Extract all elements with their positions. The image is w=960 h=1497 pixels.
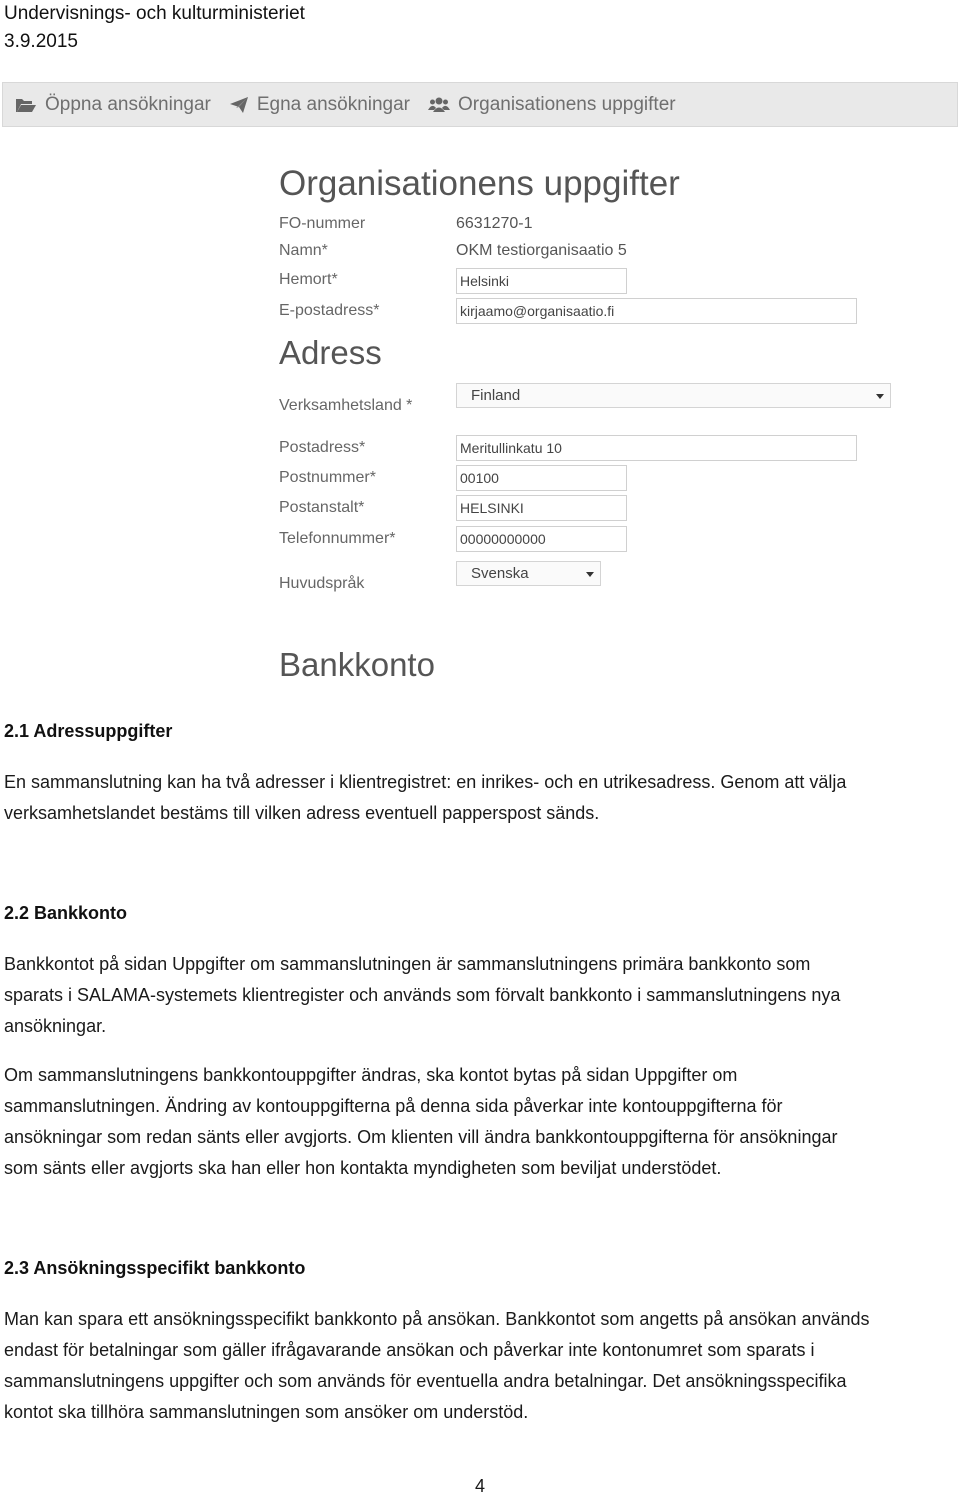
postadress-input[interactable]: Meritullinkatu 10	[456, 435, 857, 461]
nav-item-label: Egna ansökningar	[256, 93, 411, 115]
name-label: Namn*	[279, 242, 328, 259]
page-title: Organisationens uppgifter	[279, 164, 680, 203]
fo-number-value: 6631270-1	[456, 215, 533, 232]
chevron-down-icon	[876, 394, 884, 399]
section-title-2-1: 2.1 Adressuppgifter	[4, 721, 173, 741]
text-line: sammanslutningens uppgifter och som används för eventuella andra betalningar. Det ansökningsspecifika	[4, 1371, 847, 1391]
country-select[interactable]	[456, 383, 891, 408]
text-line: verksamhetslandet bestäms till vilken adress eventuell papperspost sänds.	[4, 803, 600, 823]
section-2-1-text	[4, 767, 954, 829]
nav-item-label: Organisationens uppgifter	[458, 93, 676, 115]
language-label: Huvudspråk	[279, 575, 365, 592]
postnummer-input[interactable]: 00100	[456, 465, 627, 491]
text-line: ansökningar.	[4, 1016, 107, 1036]
email-input[interactable]: kirjaamo@organisaatio.fi	[456, 298, 857, 324]
language-select-value: Svenska	[471, 565, 529, 582]
section-2-2-paragraph-2	[4, 1060, 954, 1184]
paper-plane-icon	[229, 96, 249, 114]
page-number: 4	[474, 1476, 485, 1496]
document-date: 3.9.2015	[4, 31, 78, 52]
top-navbar	[2, 82, 958, 127]
text-line: Om sammanslutningens bankkontouppgifter ändras, ska kontot bytas på sidan Uppgifter om	[4, 1065, 738, 1085]
text-line: kontot ska tillhöra sammanslutningen som ansöker om understöd.	[4, 1402, 529, 1422]
document-header	[4, 0, 305, 56]
fo-number-label: FO-nummer	[279, 215, 366, 232]
text-line: En sammanslutning kan ha två adresser i klientregistret: en inrikes- och en utrikesadress. Genom att välja	[4, 772, 847, 792]
postanstalt-input[interactable]: HELSINKI	[456, 495, 627, 521]
nav-item-organisation-info[interactable]	[428, 94, 676, 116]
email-label: E-postadress*	[279, 302, 380, 319]
postadress-label: Postadress*	[279, 439, 366, 456]
text-line: endast för betalningar som gäller ifrågavarande ansökan och påverkar inte kontonumret som sparats i	[4, 1340, 815, 1360]
hemort-input[interactable]: Helsinki	[456, 268, 627, 294]
section-title-2-3: 2.3 Ansökningsspecifikt bankkonto	[4, 1258, 306, 1278]
hemort-label: Hemort*	[279, 271, 338, 288]
nav-item-own-applications[interactable]	[229, 94, 410, 116]
ministry-name: Undervisnings- och kulturministeriet	[4, 3, 305, 24]
section-2-3-text	[4, 1304, 954, 1428]
section-title-2-2: 2.2 Bankkonto	[4, 903, 128, 923]
nav-item-label: Öppna ansökningar	[45, 93, 211, 115]
users-icon	[428, 96, 450, 114]
postanstalt-label: Postanstalt*	[279, 499, 365, 516]
postnummer-label: Postnummer*	[279, 469, 376, 486]
address-heading: Adress	[279, 334, 382, 371]
text-line: ansökningar som redan sänts eller avgjorts. Om klienten vill ändra bankkontouppgifterna för ansökningar	[4, 1127, 838, 1147]
text-line: sammanslutningen. Ändring av kontouppgifterna på denna sida påverkar inte kontouppgifterna för	[4, 1096, 783, 1116]
text-line: som sänts eller avgjorts ska han eller hon kontakta myndigheten som beviljat understödet.	[4, 1158, 722, 1178]
section-2-2-paragraph-1	[4, 949, 954, 1042]
text-line: sparats i SALAMA-systemets klientregister och används som förvalt bankkonto i sammanslutningens nya	[4, 985, 841, 1005]
country-label: Verksamhetsland *	[279, 397, 413, 414]
text-line: Man kan spara ett ansökningsspecifikt bankkonto på ansökan. Bankkontot som angetts på ansökan används	[4, 1309, 870, 1329]
text-line: Bankkontot på sidan Uppgifter om sammanslutningen är sammanslutningens primära bankkonto som	[4, 954, 811, 974]
nav-item-open-applications[interactable]	[15, 94, 211, 116]
language-select[interactable]	[456, 561, 601, 586]
country-select-value: Finland	[471, 387, 521, 404]
folder-open-icon	[15, 96, 37, 114]
chevron-down-icon	[586, 572, 594, 577]
telefon-label: Telefonnummer*	[279, 530, 396, 547]
telefon-input[interactable]: 00000000000	[456, 526, 627, 552]
name-value: OKM testiorganisaatio 5	[456, 242, 627, 259]
bank-heading: Bankkonto	[279, 646, 435, 683]
